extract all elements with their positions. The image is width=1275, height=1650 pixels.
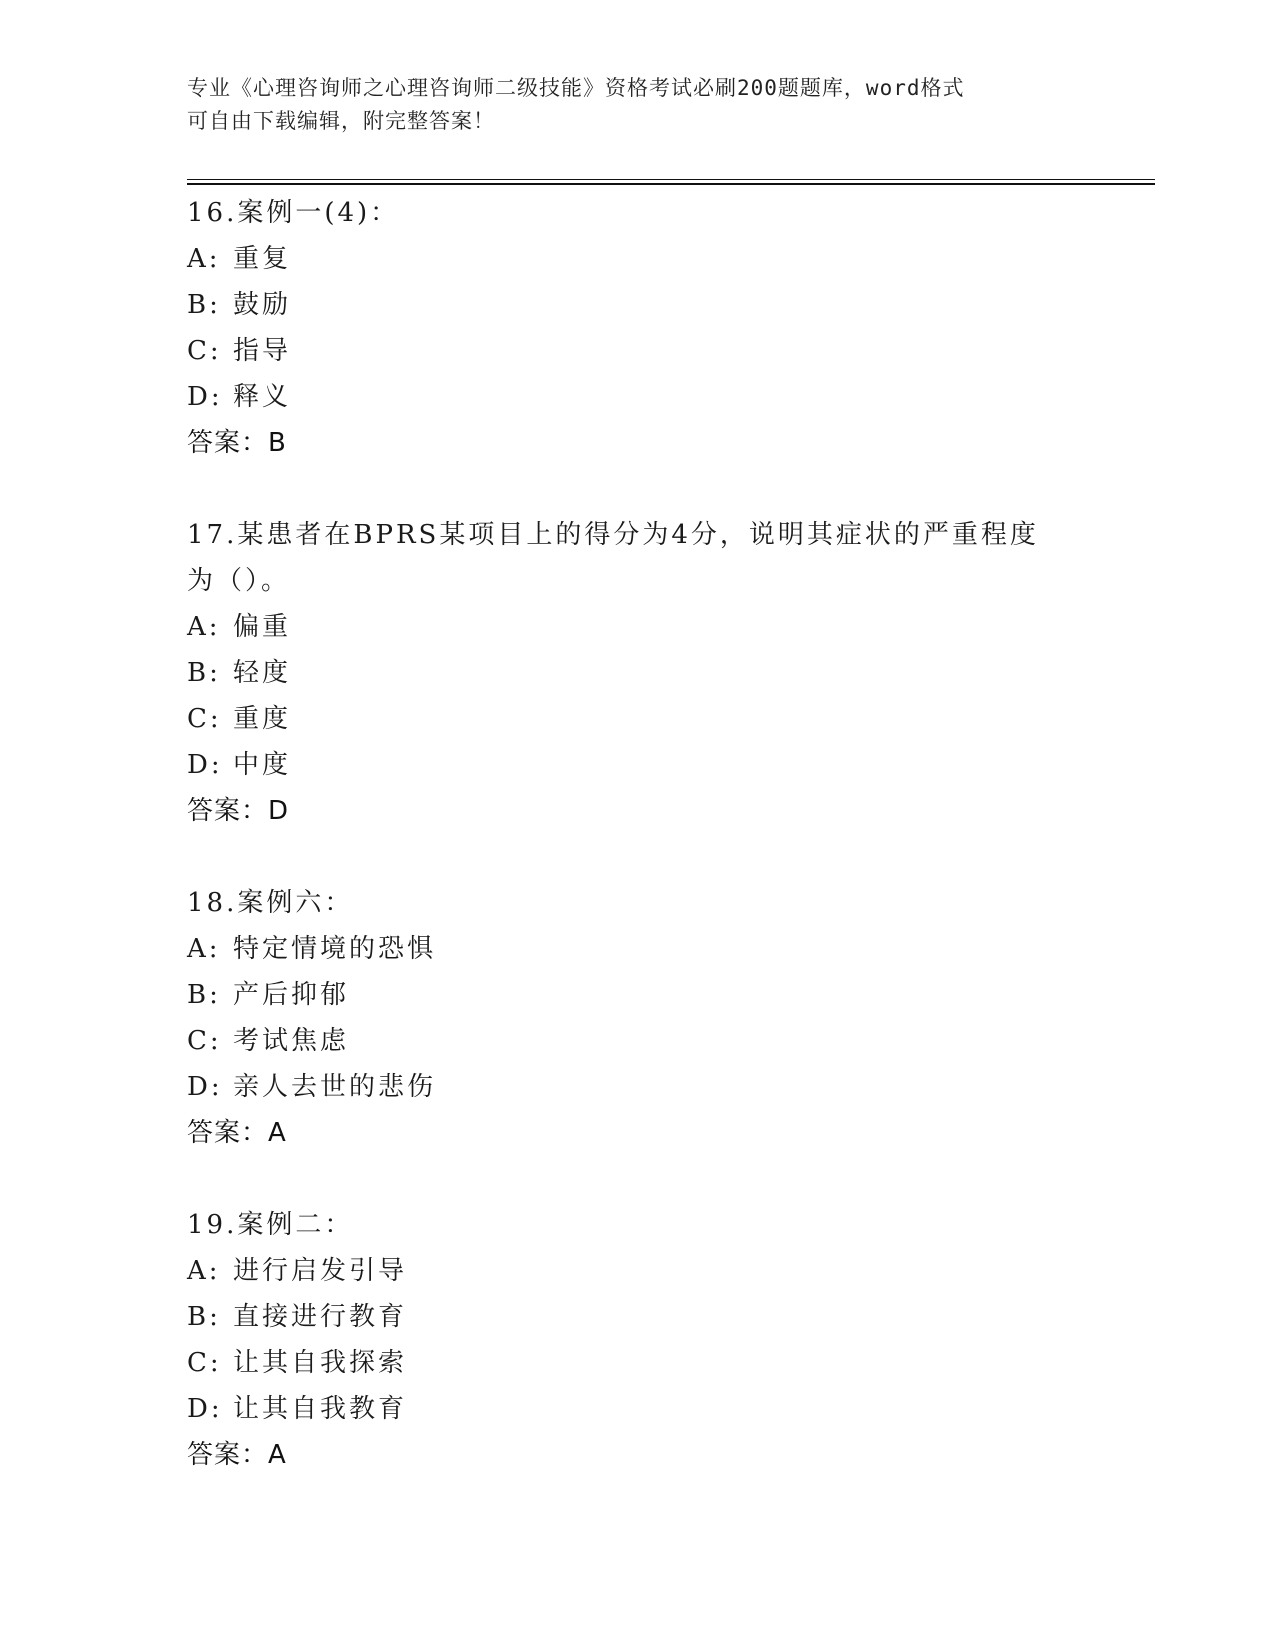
option-a bbox=[187, 926, 1087, 972]
option-a bbox=[187, 1248, 1087, 1294]
option-label: C: bbox=[187, 1348, 222, 1378]
header-line-1: 专业《心理咨询师之心理咨询师二级技能》资格考试必刷200题题库，word格式 bbox=[187, 76, 965, 100]
option-label: D: bbox=[187, 750, 223, 780]
option-b bbox=[187, 650, 1087, 696]
question-19 bbox=[187, 1202, 1087, 1478]
option-d bbox=[187, 742, 1087, 788]
option-label: C: bbox=[187, 1026, 222, 1056]
option-label: A: bbox=[187, 934, 221, 964]
option-label: A: bbox=[187, 612, 221, 642]
answer-line: 答案：B bbox=[187, 428, 287, 458]
answer-line: 答案：A bbox=[187, 1440, 287, 1470]
question-stem: 16.案例一(4)： bbox=[187, 198, 400, 228]
option-text: 产后抑郁 bbox=[233, 980, 350, 1010]
option-b bbox=[187, 972, 1087, 1018]
option-c bbox=[187, 1340, 1087, 1386]
option-d bbox=[187, 1064, 1087, 1110]
option-text: 鼓励 bbox=[233, 290, 292, 320]
option-d bbox=[187, 374, 1087, 420]
header-line-2: 可自由下载编辑，附完整答案！ bbox=[187, 109, 495, 133]
option-text: 轻度 bbox=[233, 658, 292, 688]
option-text: 重复 bbox=[233, 244, 292, 274]
option-label: B: bbox=[187, 980, 221, 1010]
option-text: 让其自我探索 bbox=[233, 1348, 408, 1378]
option-text: 直接进行教育 bbox=[233, 1302, 408, 1332]
option-label: B: bbox=[187, 658, 221, 688]
option-text: 让其自我教育 bbox=[233, 1394, 408, 1424]
option-c bbox=[187, 328, 1087, 374]
option-c bbox=[187, 1018, 1087, 1064]
header-divider-thick bbox=[187, 183, 1155, 185]
option-text: 释义 bbox=[233, 382, 292, 412]
option-a bbox=[187, 604, 1087, 650]
option-text: 亲人去世的悲伤 bbox=[233, 1072, 437, 1102]
option-a bbox=[187, 236, 1087, 282]
option-label: B: bbox=[187, 1302, 221, 1332]
option-label: B: bbox=[187, 290, 221, 320]
option-label: D: bbox=[187, 1394, 223, 1424]
question-17 bbox=[187, 512, 1087, 834]
question-list bbox=[187, 190, 1087, 1524]
option-b bbox=[187, 282, 1087, 328]
question-stem: 17.某患者在BPRS某项目上的得分为4分，说明其症状的严重程度为（）。 bbox=[187, 520, 1039, 596]
option-text: 特定情境的恐惧 bbox=[233, 934, 437, 964]
option-label: D: bbox=[187, 382, 223, 412]
option-text: 进行启发引导 bbox=[233, 1256, 408, 1286]
header-divider-thin bbox=[187, 179, 1155, 180]
question-stem: 18.案例六： bbox=[187, 888, 354, 918]
option-label: C: bbox=[187, 704, 222, 734]
question-16 bbox=[187, 190, 1087, 466]
answer-line: 答案：D bbox=[187, 796, 290, 826]
option-label: C: bbox=[187, 336, 222, 366]
option-text: 指导 bbox=[233, 336, 292, 366]
option-label: D: bbox=[187, 1072, 223, 1102]
question-stem: 19.案例二： bbox=[187, 1210, 354, 1240]
option-text: 中度 bbox=[233, 750, 292, 780]
document-header bbox=[187, 72, 1087, 138]
option-c bbox=[187, 696, 1087, 742]
option-label: A: bbox=[187, 1256, 221, 1286]
option-text: 重度 bbox=[233, 704, 292, 734]
answer-line: 答案：A bbox=[187, 1118, 287, 1148]
option-b bbox=[187, 1294, 1087, 1340]
question-18 bbox=[187, 880, 1087, 1156]
option-text: 偏重 bbox=[233, 612, 292, 642]
option-d bbox=[187, 1386, 1087, 1432]
option-label: A: bbox=[187, 244, 221, 274]
option-text: 考试焦虑 bbox=[233, 1026, 350, 1056]
